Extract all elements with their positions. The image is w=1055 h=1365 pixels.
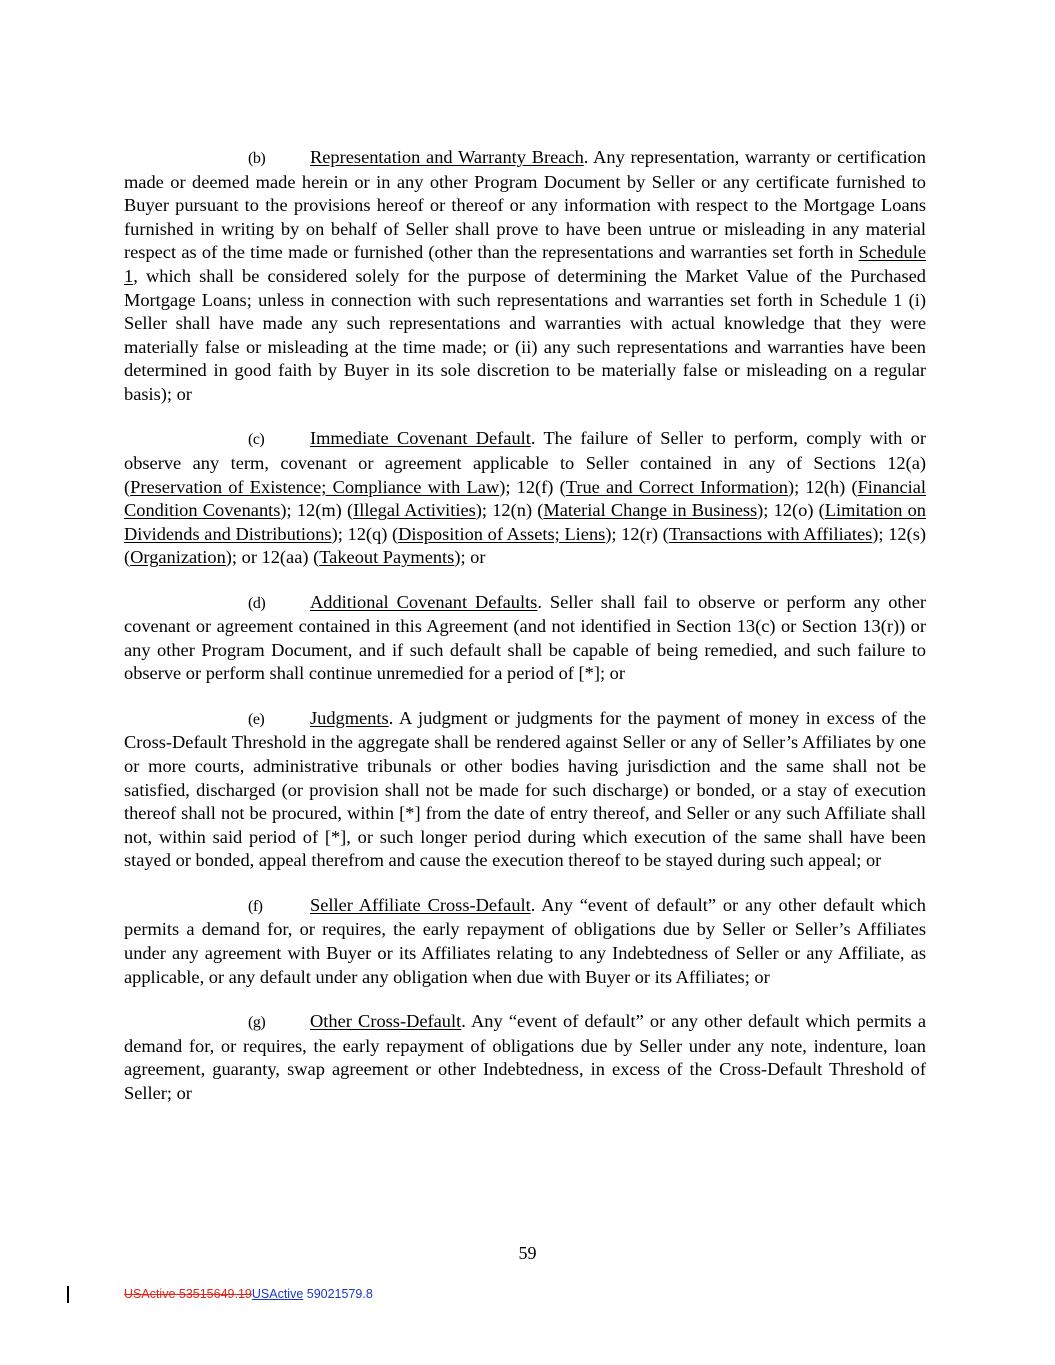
paragraph-c: [124, 427, 926, 570]
cross-reference: Limitation on Dividends and Distributions: [124, 500, 926, 544]
paragraph-text: . Any “event of default” or any other default which permits a demand for, or requires, the early repayment of obligations due by Seller or Seller’s Affiliates under any agreement with Buyer or its Affiliates relating to any Indebtedness of Seller or any Affiliate, as applicable, or any default under any obligation when due with Buyer or its Affiliates; or: [124, 894, 926, 987]
section-heading: Representation and Warranty Breach: [310, 147, 584, 167]
cross-reference: Preservation of Existence; Compliance with Law: [130, 476, 500, 497]
paragraph-e: [124, 707, 926, 873]
paragraph-text: ); 12(o) (: [757, 500, 825, 521]
paragraph-text: ); 12(r) (: [605, 523, 669, 544]
cross-reference: Transactions with Affiliates: [668, 523, 873, 544]
paragraph-marker: (c): [248, 431, 265, 449]
cross-reference: Material Change in Business: [543, 500, 758, 521]
paragraph-text: . A judgment or judgments for the payment of money in excess of the Cross-Default Threshold in the aggregate shall be rendered against Seller or any of Seller’s Affiliates by one or more courts, administrative tribunals or other bodies having jurisdiction and the same shall not be satisfied, discharged (or provision shall not be made for such discharge) or bonded, or a stay of execution thereof shall not be procured, within [*] from the date of entry thereof, and Seller or any such Affiliate shall not, within said period of [*], or such longer period during which execution of the same shall have been stayed or bonded, appeal therefrom and cause the execution thereof to be stayed during such appeal; or: [124, 707, 926, 871]
inserted-document-id-prefix: USActive: [251, 1287, 304, 1301]
paragraph-f: [124, 894, 926, 989]
cross-reference: Disposition of Assets; Liens: [398, 523, 606, 544]
section-heading: Immediate Covenant Default: [310, 428, 531, 449]
deleted-document-id: USActive 53515649.19: [124, 1287, 252, 1301]
paragraph-text: , which shall be considered solely for the purpose of determining the Market Value of the Purchased Mortgage Loans; unless in connection with such representations and warranties set forth in Schedule 1 (i) Seller shall have made any such representations and warranties with actual knowledge that they were materially false or misleading at the time made; or (ii) any such representations and warranties have been determined in good faith by Buyer in its sole discretion to be materially false or misleading on a regular basis); or: [124, 265, 926, 404]
paragraph-text: ); 12(h) (: [787, 476, 858, 497]
paragraph-text: . Any representation, warranty or certification made or deemed made herein or in any other Program Document by Seller or any certificate furnished to Buyer pursuant to the provisions hereof or thereof or any information with respect to the Mortgage Loans furnished in writing by on behalf of Seller shall prove to have been untrue or misleading in any material respect as of the time made or furnished (other than the representations and warranties set forth in: [124, 147, 926, 263]
section-heading: Judgments: [310, 707, 389, 728]
document-id-footer: [124, 1287, 373, 1301]
page-number: 59: [518, 1243, 537, 1263]
section-heading: Additional Covenant Defaults: [310, 591, 538, 612]
cross-reference: True and Correct Information: [565, 476, 788, 497]
document-body: [124, 146, 926, 1126]
paragraph-text: ); 12(q) (: [331, 523, 399, 544]
paragraph-marker: (f): [248, 897, 263, 915]
paragraph-text: ); 12(n) (: [475, 500, 544, 521]
cross-reference: Schedule 1: [124, 242, 926, 286]
revision-change-bar: [67, 1286, 69, 1303]
paragraph-marker: (d): [248, 594, 266, 612]
paragraph-marker: (b): [248, 150, 266, 167]
paragraph-text: . The failure of Seller to perform, comply with or observe any term, covenant or agreement applicable to Seller contained in any of Sections 12(a) (: [124, 428, 926, 497]
paragraph-g: [124, 1010, 926, 1105]
section-heading: Other Cross-Default: [310, 1010, 462, 1031]
cross-reference: Takeout Payments: [319, 547, 455, 568]
inserted-document-id: 59021579.8: [303, 1287, 373, 1301]
paragraph-text: ); or 12(aa) (: [225, 547, 320, 568]
cross-reference: Illegal Activities: [353, 500, 476, 521]
paragraph-text: . Any “event of default” or any other default which permits a demand for, or requires, the early repayment of obligations due by Seller under any note, indenture, loan agreement, guaranty, swap agreement or other Indebtedness, in excess of the Cross-Default Threshold of Seller; or: [124, 1010, 926, 1103]
cross-reference: Financial Condition Covenants: [124, 476, 926, 521]
paragraph-marker: (g): [248, 1013, 266, 1031]
paragraph-text: . Seller shall fail to observe or perform any other covenant or agreement contained in this Agreement (and not identified in Section 13(c) or Section 13(r)) or any other Program Document, and if such default shall be capable of being remedied, and such failure to observe or perform shall continue unremedied for a period of [*]; or: [124, 591, 926, 684]
cross-reference: Organization: [130, 547, 226, 568]
paragraph-marker: (e): [248, 710, 265, 728]
paragraph-text: ); 12(f) (: [499, 476, 566, 497]
paragraph-text: ); 12(s) (: [124, 523, 927, 568]
paragraph-d: [124, 591, 926, 686]
paragraph-text: ); or: [454, 547, 486, 568]
paragraph-b: [124, 146, 926, 407]
paragraph-text: ); 12(m) (: [280, 500, 354, 521]
section-heading: Seller Affiliate Cross-Default: [310, 894, 531, 915]
